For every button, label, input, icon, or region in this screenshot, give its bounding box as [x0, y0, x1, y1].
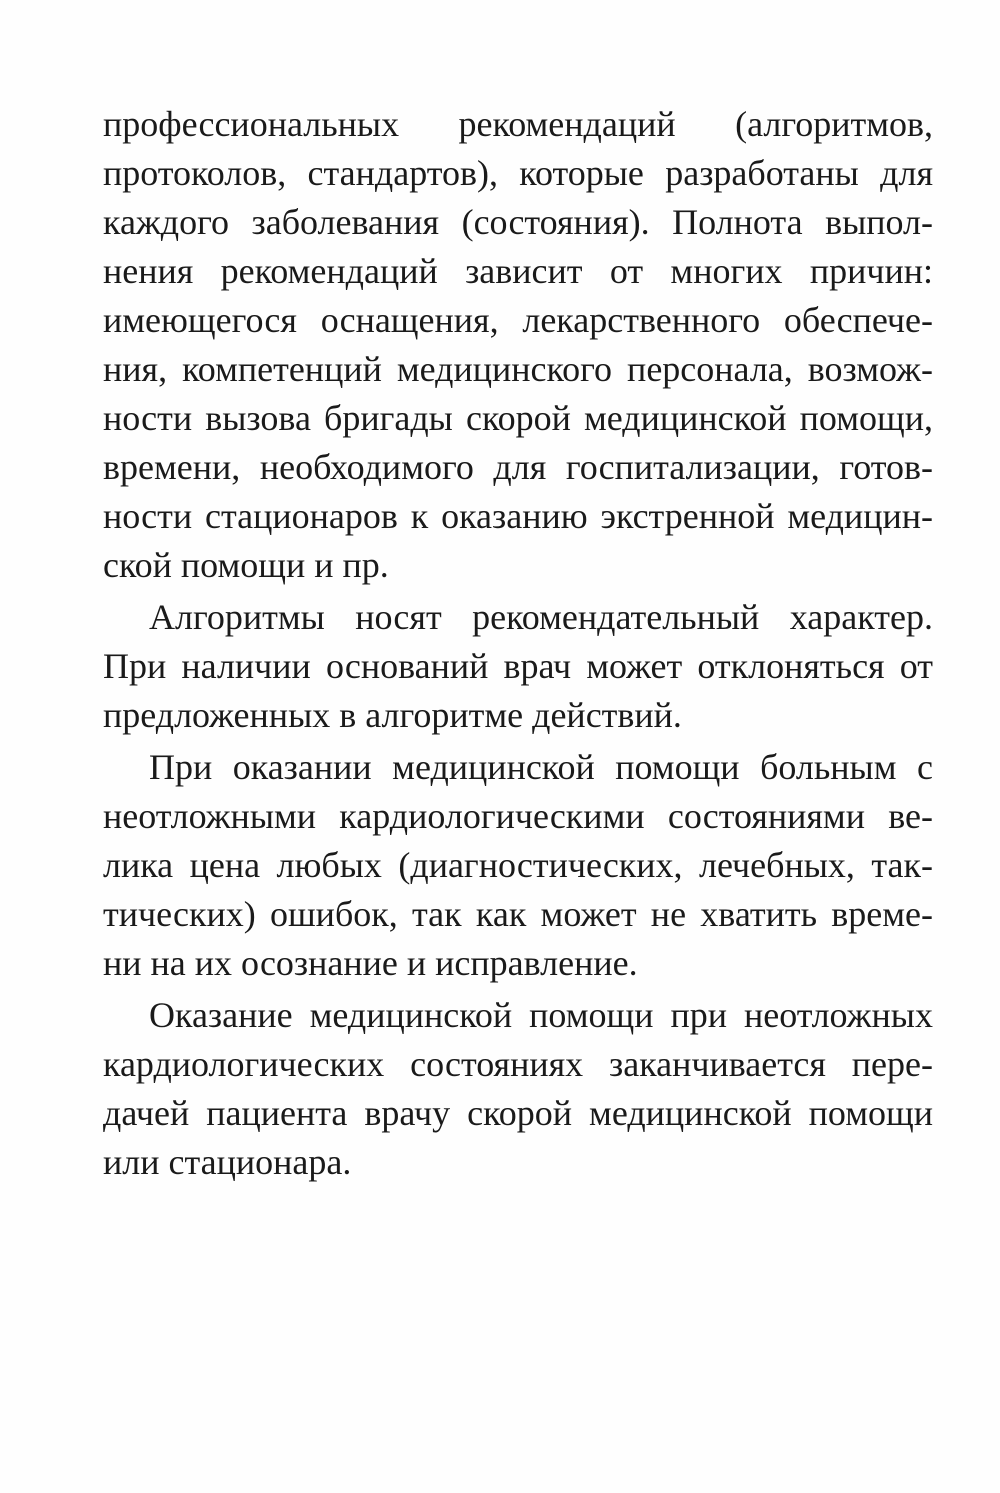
text-line: или стационара.	[103, 1142, 352, 1182]
paragraph-2	[103, 593, 933, 740]
paragraph-1	[103, 100, 933, 590]
text-line: нения рекомендаций зависит от многих причин:	[103, 251, 933, 291]
paragraph-4	[103, 991, 933, 1187]
text-line: ности вызова бригады скорой медицинской помощи,	[103, 398, 933, 438]
text-line: лика цена любых (диагностических, лечебных, так-	[103, 845, 933, 885]
text-line: неотложными кардиологическими состояниями ве-	[103, 796, 933, 836]
text-line: времени, необходимого для госпитализации, готов-	[103, 447, 933, 487]
text-line: При наличии оснований врач может отклоняться от	[103, 646, 933, 686]
text-line: тических) ошибок, так как может не хватить време-	[103, 894, 933, 934]
text-line: имеющегося оснащения, лекарственного обеспече-	[103, 300, 933, 340]
text-line: профессиональных рекомендаций (алгоритмов,	[103, 104, 933, 144]
text-line: При оказании медицинской помощи больным с	[149, 747, 933, 787]
body-text	[103, 100, 933, 1187]
text-line: ни на их осознание и исправление.	[103, 943, 638, 983]
paragraph-3	[103, 743, 933, 988]
text-line: ния, компетенций медицинского персонала, возмож-	[103, 349, 933, 389]
text-line: Оказание медицинской помощи при неотложных	[149, 995, 933, 1035]
text-line: ности стационаров к оказанию экстренной медицин-	[103, 496, 933, 536]
text-line: кардиологических состояниях заканчивается пере-	[103, 1044, 933, 1084]
text-line: предложенных в алгоритме действий.	[103, 695, 682, 735]
text-line: Алгоритмы носят рекомендательный характер.	[149, 597, 933, 637]
text-line: ской помощи и пр.	[103, 545, 389, 585]
text-line: дачей пациента врачу скорой медицинской помощи	[103, 1093, 933, 1133]
text-line: каждого заболевания (состояния). Полнота выпол-	[103, 202, 933, 242]
text-line: протоколов, стандартов), которые разработаны для	[103, 153, 933, 193]
